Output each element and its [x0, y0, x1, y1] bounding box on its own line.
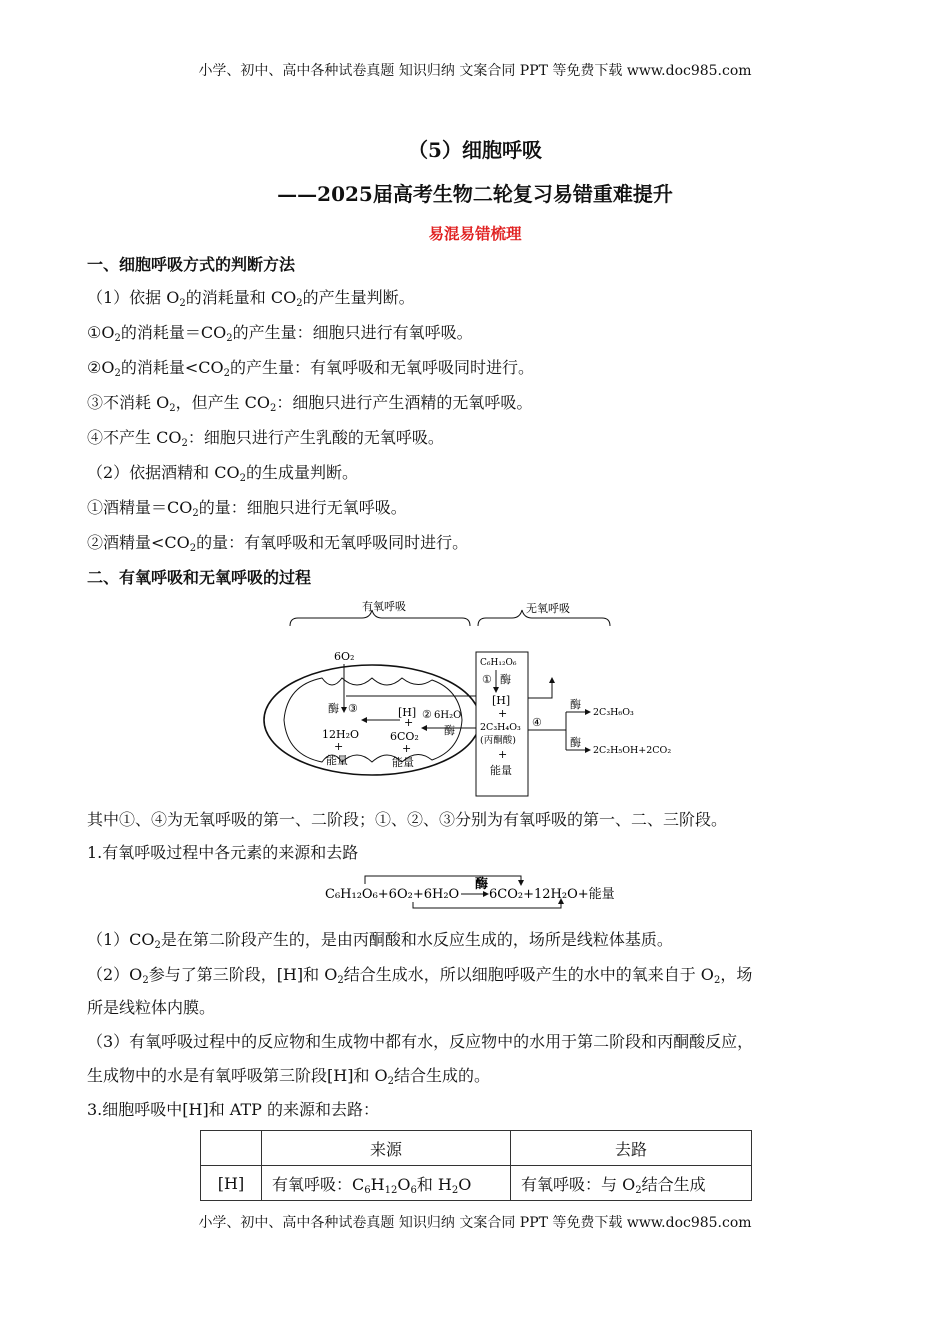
- equation-enzyme: 酶: [475, 877, 489, 892]
- equation-left: C₆H₁₂O₆+6O₂+6H₂O: [325, 887, 460, 902]
- table-header-cell: [201, 1131, 262, 1166]
- h-label: [H]: [492, 694, 511, 707]
- para: （2）依据酒精和 $CO_2$的生成量判断。: [87, 463, 359, 484]
- heading-2: 二、有氧呼吸和无氧呼吸的过程: [87, 568, 312, 587]
- equation-right: 6CO₂+12H₂O+能量: [489, 887, 615, 902]
- co2-label: 6CO₂: [390, 730, 419, 743]
- para: （1）依据 $O_2$的消耗量和 $CO_2$的产生量判断。: [87, 288, 415, 309]
- para: ③不消耗 $O_2$，但产生 $CO_2$：细胞只进行产生酒精的无氧呼吸。: [87, 393, 533, 414]
- glucose-label: C₆H₁₂O₆: [480, 658, 517, 668]
- ethanol-label: 2C₂H₅OH+2CO₂: [593, 745, 672, 756]
- anaerobic-label: 无氧呼吸: [526, 602, 570, 615]
- para: $(1)CO_2$是在第二阶段产生的，是由丙酮酸和水反应生成的，场所是线粒体基质。: [87, 930, 673, 951]
- page-footer: 小学、初中、高中各种试卷真题 知识归纳 文案合同 PPT 等免费下载 www.doc985.com: [198, 1215, 752, 1231]
- table-cell: 有氧呼吸：与 $O_2$结合生成: [511, 1166, 752, 1201]
- table-cell: [H]: [201, 1166, 262, 1201]
- h-label-2: [H]: [398, 706, 417, 719]
- h2o6-label: 6H₂O: [434, 710, 462, 721]
- circle-2: ②: [422, 708, 432, 721]
- pyruvate-cn: (丙酮酸): [480, 735, 516, 746]
- page-subtitle: ——2025届高考生物二轮复习易错重难提升: [277, 182, 673, 206]
- para: 生成物中的水是有氧呼吸第三阶段[H]和 $O_2$结合生成的。: [87, 1066, 491, 1087]
- page-title: （5）细胞呼吸: [408, 138, 542, 162]
- para: ①酒精量$=CO_2$的量：细胞只进行无氧呼吸。: [87, 498, 407, 519]
- circle-1: ①: [482, 673, 492, 686]
- enzyme-4a: 酶: [570, 698, 581, 711]
- table-header-row: [201, 1131, 752, 1166]
- lactic-label: 2C₃H₆O₃: [593, 707, 634, 718]
- energy-label: 能量: [490, 764, 512, 777]
- para: ②酒精量$<CO_2$的量：有氧呼吸和无氧呼吸同时进行。: [87, 533, 469, 554]
- o2-label: 6O₂: [334, 650, 355, 663]
- circle-3: ③: [348, 702, 358, 715]
- enzyme-2: 酶: [444, 724, 455, 737]
- h-atp-table: [200, 1130, 752, 1201]
- table-header-cell: 来源: [262, 1131, 511, 1166]
- heading-1: 一、细胞呼吸方式的判断方法: [87, 255, 296, 274]
- plus: +: [402, 742, 412, 755]
- enzyme-1: 酶: [500, 673, 511, 686]
- h2o12-label: 12H₂O: [322, 728, 360, 741]
- item-1: 1.有氧呼吸过程中各元素的来源和去路: [87, 843, 359, 862]
- plus: +: [498, 707, 508, 720]
- pyruvate-label: 2C₃H₄O₃: [480, 722, 521, 733]
- aerobic-equation: [325, 872, 625, 912]
- para: $(2)O_2$参与了第三阶段，[H]和 $O_2$结合生成水，所以细胞呼吸产生的水中的氧来自于 $O_2$，场: [87, 965, 753, 986]
- plus: +: [498, 748, 508, 761]
- table-row: [201, 1166, 752, 1201]
- enzyme-3: 酶: [328, 702, 339, 715]
- para: 所是线粒体内膜。: [87, 998, 216, 1017]
- circle-4: ④: [532, 716, 542, 729]
- energy-label: 能量: [326, 754, 348, 767]
- aerobic-label: 有氧呼吸: [362, 600, 406, 613]
- para: ④不产生 $CO_2$：细胞只进行产生乳酸的无氧呼吸。: [87, 428, 444, 449]
- para: $①O_2$的消耗量$=CO_2$的产生量：细胞只进行有氧呼吸。: [87, 323, 473, 344]
- table-header-cell: 去路: [511, 1131, 752, 1166]
- energy-label: 能量: [392, 756, 414, 769]
- page-header: 小学、初中、高中各种试卷真题 知识归纳 文案合同 PPT 等免费下载 www.doc985.com: [198, 63, 752, 79]
- table-cell: 有氧呼吸：$C_6H_{12}O_6$和 $H_2O$: [262, 1166, 511, 1201]
- section-label: 易混易错梳理: [428, 224, 522, 243]
- plus: +: [334, 740, 344, 753]
- item-3: 3.细胞呼吸中[H]和 ATP 的来源和去路：: [87, 1100, 379, 1119]
- para: 其中①、④为无氧呼吸的第一、二阶段；①、②、③分别为有氧呼吸的第一、二、三阶段。: [87, 810, 728, 829]
- para: （3）有氧呼吸过程中的反应物和生成物中都有水，反应物中的水用于第二阶段和丙酮酸反应，: [87, 1032, 754, 1051]
- enzyme-4b: 酶: [570, 736, 581, 749]
- para: $②O_2$的消耗量$<CO_2$的产生量：有氧呼吸和无氧呼吸同时进行。: [87, 358, 535, 379]
- respiration-diagram: [262, 600, 692, 800]
- plus: +: [404, 716, 414, 729]
